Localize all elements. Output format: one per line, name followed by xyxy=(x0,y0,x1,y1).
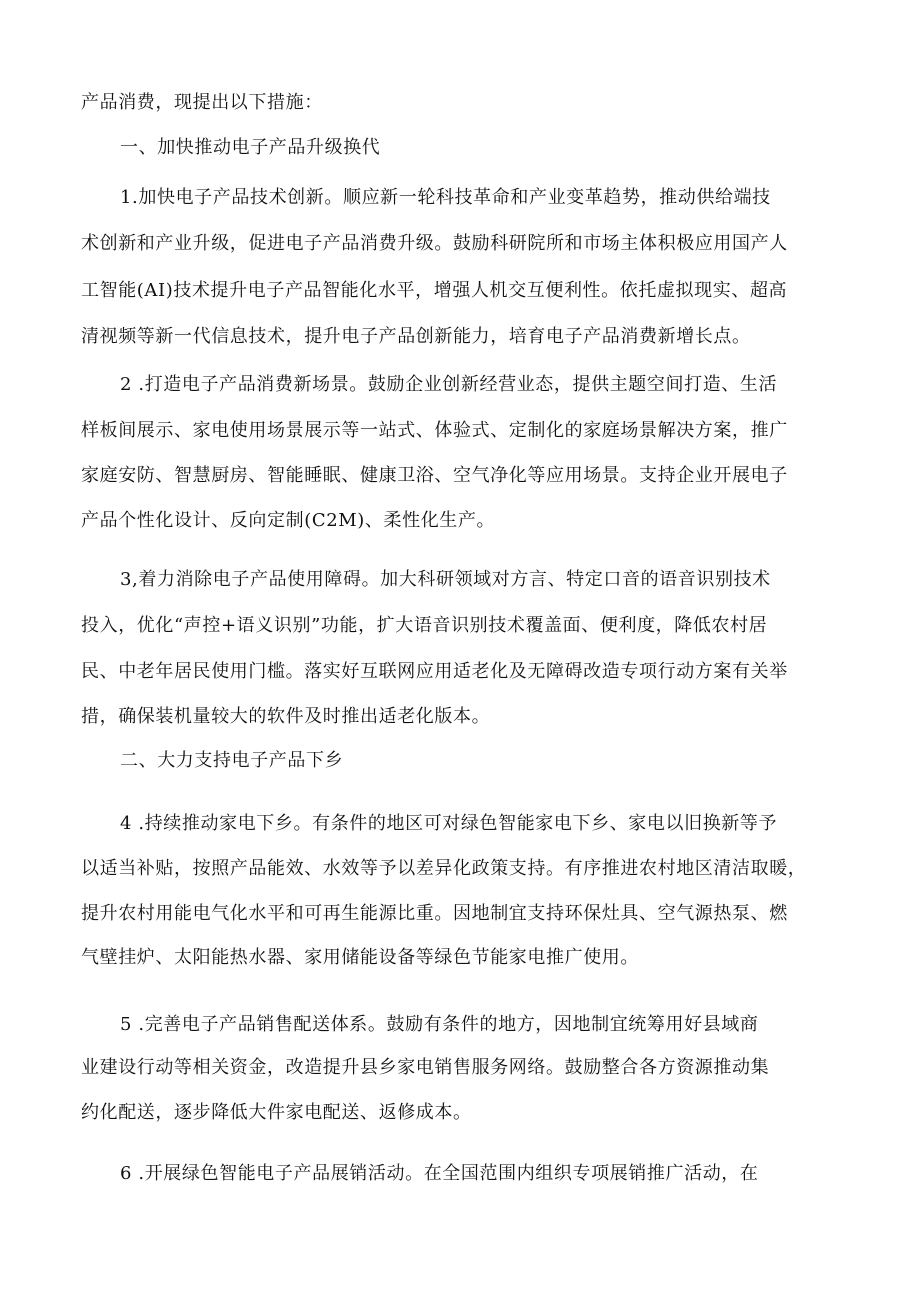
section-heading: 一、加快推动电子产品升级换代 xyxy=(120,137,381,158)
text-line: 民、中老年居民使用门槛。落实好互联网应用适老化及无障碍改造专项行动方案有关举 xyxy=(81,661,788,682)
text-line: 清视频等新一代信息技术，提升电子产品创新能力，培育电子产品消费新增长点。 xyxy=(81,326,751,347)
text-line: 5 .完善电子产品销售配送体系。鼓励有条件的地方，因地制宜统筹用好县域商 xyxy=(120,1014,759,1035)
text-line: 样板间展示、家电使用场景展示等一站式、体验式、定制化的家庭场景解决方案，推广 xyxy=(81,420,788,441)
text-line: 产品消费，现提出以下措施： xyxy=(81,92,323,113)
text-line: 家庭安防、智慧厨房、智能睡眠、健康卫浴、空气净化等应用场景。支持企业开展电子 xyxy=(81,465,788,486)
text-line: 约化配送，逐步降低大件家电配送、返修成本。 xyxy=(81,1102,472,1123)
text-line: 措，确保装机量较大的软件及时推出适老化版本。 xyxy=(81,706,491,727)
section-heading: 二、大力支持电子产品下乡 xyxy=(120,750,344,771)
text-line: 2 .打造电子产品消费新场景。鼓励企业创新经营业态，提供主题空间打造、生活 xyxy=(120,374,778,395)
text-line: 提升农村用能电气化水平和可再生能源比重。因地制宜支持环保灶具、空气源热泵、燃 xyxy=(81,903,788,924)
text-line: 工智能(AI)技术提升电子产品智能化水平，增强人机交互便利性。依托虚拟现实、超高 xyxy=(81,280,788,301)
text-line: 4 .持续推动家电下乡。有条件的地区可对绿色智能家电下乡、家电以旧换新等予 xyxy=(120,813,778,834)
text-line: 术创新和产业升级，促进电子产品消费升级。鼓励科研院所和市场主体积极应用国产人 xyxy=(81,233,788,254)
text-line: 业建设行动等相关资金，改造提升县乡家电销售服务网络。鼓励整合各方资源推动集 xyxy=(81,1057,770,1078)
text-line: 1.加快电子产品技术创新。顺应新一轮科技革命和产业变革趋势，推动供给端技 xyxy=(120,187,771,208)
text-line: 6 .开展绿色智能电子产品展销活动。在全国范围内组织专项展销推广活动，在 xyxy=(120,1163,759,1184)
text-line: 3,着力消除电子产品使用障碍。加大科研领域对方言、特定口音的语音识别技术 xyxy=(120,569,771,590)
text-line: 产品个性化设计、反向定制(C2M)、柔性化生产。 xyxy=(81,510,496,531)
text-line: 投入，优化“声控+语义识别”功能，扩大语音识别技术覆盖面、便利度，降低农村居 xyxy=(81,615,768,636)
text-line: 气壁挂炉、太阳能热水器、家用储能设备等绿色节能家电推广使用。 xyxy=(81,947,639,968)
text-line: 以适当补贴，按照产品能效、水效等予以差异化政策支持。有序推进农村地区清洁取暖， xyxy=(81,858,807,879)
